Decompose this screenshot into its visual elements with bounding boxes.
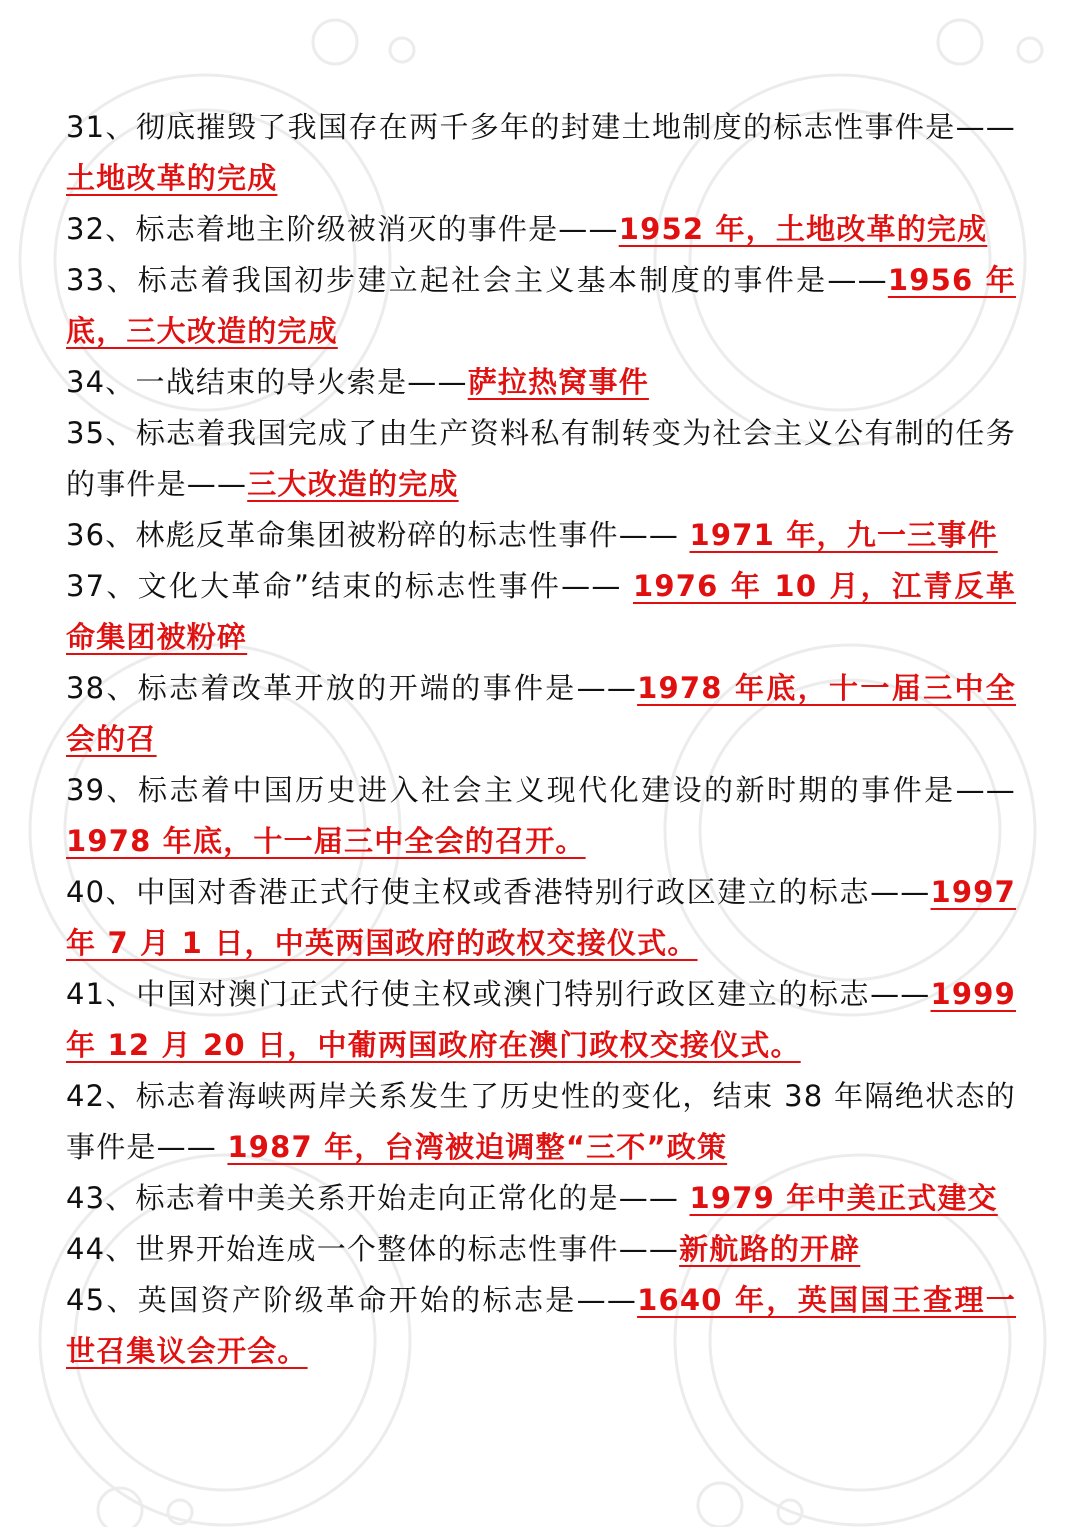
answer-text: 1956 年底，三大改造的完成: [66, 263, 1016, 348]
question-text: 36、林彪反革命集团被粉碎的标志性事件——: [66, 518, 690, 552]
answer-text: 1978 年底，十一届三中全会的召开。: [66, 824, 586, 858]
list-item: [66, 357, 1016, 408]
list-item: [66, 1173, 1016, 1224]
question-text: 41、中国对澳门正式行使主权或澳门特别行政区建立的标志——: [66, 977, 931, 1011]
answer-text: 1999 年 12 月 20 日，中葡两国政府在澳门政权交接仪式。: [66, 977, 1016, 1062]
answer-text: 1640 年，英国国王查理一世召集议会开会。: [66, 1283, 1016, 1368]
answer-text: 土地改革的完成: [66, 161, 278, 195]
list-item: [66, 408, 1016, 510]
question-text: 32、标志着地主阶级被消灭的事件是——: [66, 212, 619, 246]
question-text: 40、中国对香港正式行使主权或香港特别行政区建立的标志——: [66, 875, 931, 909]
answer-text: 1952 年，土地改革的完成: [618, 212, 988, 246]
question-text: 42、标志着海峡两岸关系发生了历史性的变化，结束 38 年隔绝状态的事件是——: [66, 1079, 1016, 1164]
answer-text: 萨拉热窝事件: [467, 365, 649, 399]
question-text: 31、彻底摧毁了我国存在两千多年的封建土地制度的标志性事件是——: [66, 110, 1016, 144]
list-item: [66, 204, 1016, 255]
question-text: 35、标志着我国完成了由生产资料私有制转变为社会主义公有制的任务的事件是——: [66, 416, 1016, 501]
question-text: 34、一战结束的导火索是——: [66, 365, 468, 399]
list-item: [66, 561, 1016, 663]
question-text: 39、标志着中国历史进入社会主义现代化建设的新时期的事件是——: [66, 773, 1016, 807]
question-text: 33、标志着我国初步建立起社会主义基本制度的事件是——: [66, 263, 888, 297]
question-text: 44、世界开始连成一个整体的标志性事件——: [66, 1232, 680, 1266]
list-item: [66, 1224, 1016, 1275]
list-item: [66, 765, 1016, 867]
answer-text: 1971 年，九一三事件: [689, 518, 998, 552]
answer-text: 1976 年 10 月，江青反革命集团被粉碎: [66, 569, 1016, 654]
list-item: [66, 663, 1016, 765]
answer-text: 1978 年底，十一届三中全会的召: [66, 671, 1016, 756]
answer-text: 1997 年 7 月 1 日，中英两国政府的政权交接仪式。: [66, 875, 1016, 960]
question-text: 38、标志着改革开放的开端的事件是——: [66, 671, 638, 705]
list-item: [66, 867, 1016, 969]
list-item: [66, 969, 1016, 1071]
question-text: 37、文化大革命”结束的标志性事件——: [66, 569, 633, 603]
list-item: [66, 510, 1016, 561]
answer-text: 三大改造的完成: [247, 467, 459, 501]
answer-text: 1979 年中美正式建交: [689, 1181, 998, 1215]
answer-text: 新航路的开辟: [679, 1232, 861, 1266]
list-item: [66, 1071, 1016, 1173]
list-item: [66, 255, 1016, 357]
list-item: [66, 102, 1016, 204]
question-text: 43、标志着中美关系开始走向正常化的是——: [66, 1181, 690, 1215]
answer-text: 1987 年，台湾被迫调整“三不”政策: [227, 1130, 728, 1164]
question-text: 45、英国资产阶级革命开始的标志是——: [66, 1283, 638, 1317]
list-item: [66, 1275, 1016, 1377]
question-list: [66, 102, 1016, 1377]
